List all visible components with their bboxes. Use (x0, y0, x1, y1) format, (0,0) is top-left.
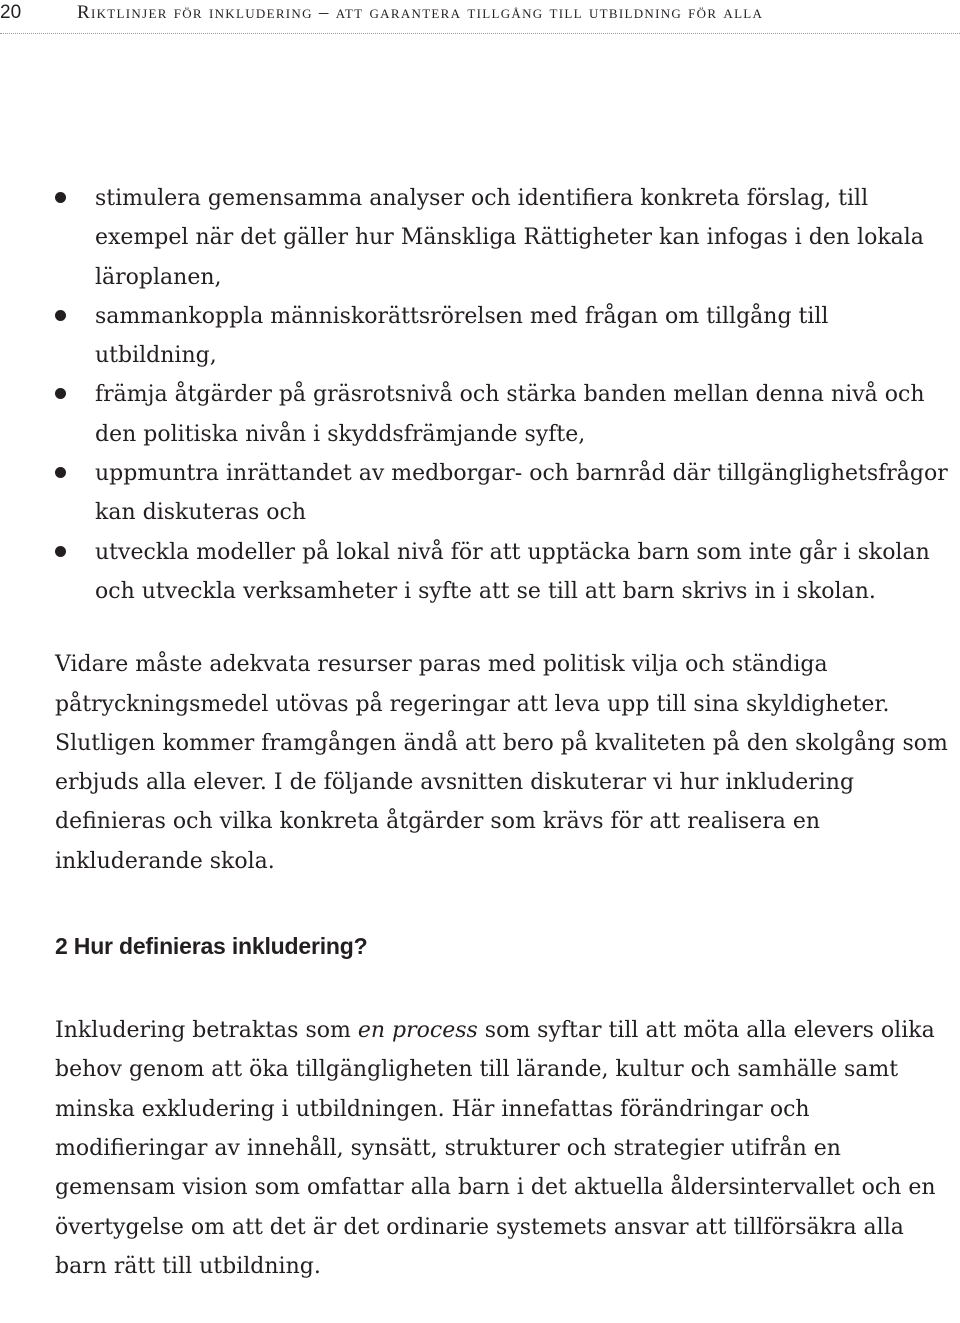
header-divider (0, 33, 960, 34)
list-item (55, 533, 955, 612)
list-item-text: stimulera gemensamma analyser och identifiera konkreta förslag, till exempel när det gäller hur Mänskliga Rättigheter kan infogas i den lokala läroplanen, (95, 186, 924, 290)
body-paragraph (55, 1011, 955, 1286)
running-head: Riktlinjer för inkludering – att garantera tillgång till utbildning för alla (77, 2, 764, 23)
list-item-text: sammankoppla människorättsrörelsen med frågan om tillgång till utbildning, (95, 303, 829, 369)
list-item (55, 297, 955, 376)
page-number: 20 (0, 2, 22, 23)
paragraph-text: Inkludering betraktas som (55, 1018, 358, 1044)
bullet-list (55, 179, 955, 611)
page-header (0, 0, 960, 28)
page-body (55, 179, 955, 1286)
bullet-icon (55, 388, 66, 399)
list-item (55, 375, 955, 454)
bullet-icon (55, 467, 66, 478)
list-item (55, 179, 955, 297)
list-item (55, 454, 955, 533)
list-item-text: utveckla modeller på lokal nivå för att upptäcka barn som inte går i skolan och utveckla verksamheter i syfte att se till att barn skrivs in i skolan. (95, 539, 930, 604)
bullet-icon (55, 310, 66, 321)
emphasized-text: en process (357, 1018, 478, 1044)
section-heading: 2 Hur definieras inkludering? (55, 933, 368, 960)
list-item-text: främja åtgärder på gräsrotsnivå och stärka banden mellan denna nivå och den politiska nivån i skyddsfrämjande syfte, (95, 382, 925, 447)
list-item-text: uppmuntra inrättandet av medborgar- och barnråd där tillgänglighetsfrågor kan diskuteras och (95, 461, 948, 526)
bullet-icon (55, 192, 66, 203)
bullet-icon (55, 546, 66, 557)
body-paragraph: Vidare måste adekvata resurser paras med politisk vilja och ständiga påtryckningsmedel utövas på regeringar att leva upp till sina skyldigheter. Slutligen kommer framgången ändå att bero på kvaliteten på den skolgång som erbjuds alla elever. I de följande avsnitten diskuterar vi hur inkludering definieras och vilka konkreta åtgärder som krävs för att realisera en inkluderande skola. (55, 652, 948, 874)
paragraph-text: som syftar till att möta alla elevers olika behov genom att öka tillgängligheten till lärande, kultur och samhälle samt minska exkludering i utbildningen. Här innefattas förändringar och modifieringar av innehåll, synsätt, strukturer och strategier utifrån en gemensam vision som omfattar alla barn i det aktuella åldersintervallet och en övertygelse om att det är det ordinarie systemets ansvar att tillförsäkra alla barn rätt till utbildning. (55, 1018, 936, 1279)
